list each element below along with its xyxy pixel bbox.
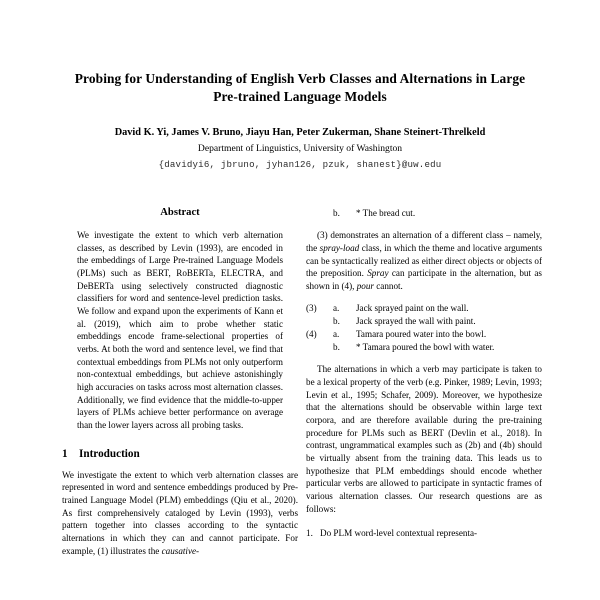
spray-load-italic-1: spray-load: [319, 242, 360, 253]
causative-italic: causative-: [161, 545, 200, 556]
example-text: * Tamara poured the bowl with water.: [356, 342, 495, 353]
spray-load-part-4: cannot.: [373, 280, 403, 291]
introduction-title: Introduction: [79, 447, 140, 460]
example-letter: b.: [333, 315, 340, 326]
table-row: [306, 302, 542, 315]
affiliation: Department of Linguistics, University of Washington: [197, 142, 403, 154]
table-row: [306, 341, 542, 354]
abstract-heading: Abstract: [160, 207, 200, 218]
research-questions-list: [306, 527, 542, 540]
example-text: Tamara poured water into the bowl.: [356, 328, 487, 339]
example-letter: a.: [333, 302, 340, 313]
example-text: Jack sprayed the wall with paint.: [356, 315, 476, 326]
title-block: [0, 0, 600, 170]
example-letter: b.: [333, 342, 340, 353]
introduction-paragraph-1: [62, 469, 298, 558]
spray-load-part-2: class, in which the theme and locative arguments can be syntactically realized as either direct objects or objects of the preposition.: [306, 242, 542, 279]
author-emails: {davidyi6, jbruno, jyhan126, pzuk, shanest}@uw.edu: [158, 158, 442, 170]
introduction-paragraph-1-text: We investigate the extent to which verb alternation classes are represented in word and sentence embeddings produced by Pre-trained Language Model (PLM) embeddings (Qiu et al., 2020). As first comprehensively cataloged by Levin (1993), verbs pattern together into classes according to the syntactic alternations in which they can and cannot participate. For example, (1) illustrates the: [62, 469, 298, 556]
spray-load-italic-2: Spray: [367, 268, 389, 279]
example-letter: b.: [333, 208, 340, 218]
abstract-section: [77, 207, 283, 432]
example-group-3-4: [306, 302, 542, 355]
spray-load-part-3: can participate in the alternation, but as shown in (4),: [306, 268, 542, 291]
list-item: [306, 527, 542, 540]
spray-load-part-1: (3) demonstrates an alternation of a different class – namely, the: [306, 230, 542, 253]
left-column: [62, 198, 298, 600]
page-title: Probing for Understanding of English Verb Classes and Alternations in Large Pre-trained Language Models: [74, 71, 526, 104]
example-text: * The bread cut.: [356, 208, 416, 218]
list-item-text: Do PLM word-level contextual representa-: [320, 528, 478, 539]
two-column-body: [0, 198, 600, 600]
example-number: (4): [306, 328, 317, 339]
example-number: (3): [306, 302, 317, 313]
table-row: [306, 328, 542, 341]
author-list: David K. Yi, James V. Bruno, Jiayu Han, Peter Zukerman, Shane Steinert-Threlkeld: [114, 126, 486, 138]
table-row: [306, 315, 542, 328]
spray-load-paragraph: [306, 229, 542, 292]
abstract-text: We investigate the extent to which verb alternation classes, as described by Levin (1993), are encoded in the embeddings of Large Pre-trained Language Models (PLMs) such as BERT, RoBERTa, ELECTRA, and DeBERTa using selectively constructed diagnostic classifiers for word and sentence-level prediction tasks. We follow and expand upon the experiments of Kann et al. (2019), which aim to probe whether static embeddings encode frame-selectional properties of verbs. At both the word and sentence level, we find that contextual embeddings from PLMs not only outperform non-contextual embeddings, but achieve astonishingly high accuracies on tasks across most alternation classes. Additionally, we find evidence that the middle-to-upper layers of PLMs achieve better performance on average than the lower layers across all probing tasks.: [77, 230, 283, 431]
example-letter: a.: [333, 328, 340, 339]
spray-load-italic-3: pour: [356, 280, 374, 291]
introduction-heading: [62, 448, 298, 460]
orphan-example-group: [306, 207, 542, 220]
example-row: [306, 207, 542, 220]
list-item-marker: 1.: [306, 528, 313, 539]
alternations-paragraph: The alternations in which a verb may participate is taken to be a lexical property of the verb (e.g. Pinker, 1989; Levin, 1993; Levin et al., 1995; Schafer, 2009). Moreover, we hypothesize that the alternations should be observable within large text corpora, and are therefore available during the pre-training procedure for PLMs such as BERT (Devlin et al., 2018). In contrast, ungrammatical examples such as (2b) and (4b) should be virtually absent from the training data. This leads us to hypothesize that PLM embeddings should encode whether particular verbs are allowed to participate in syntactic frames of various alternation classes. Our research questions are as follows:: [306, 364, 542, 514]
right-column: [306, 198, 542, 600]
introduction-number: 1: [62, 447, 68, 460]
example-text: Jack sprayed paint on the wall.: [356, 302, 469, 313]
